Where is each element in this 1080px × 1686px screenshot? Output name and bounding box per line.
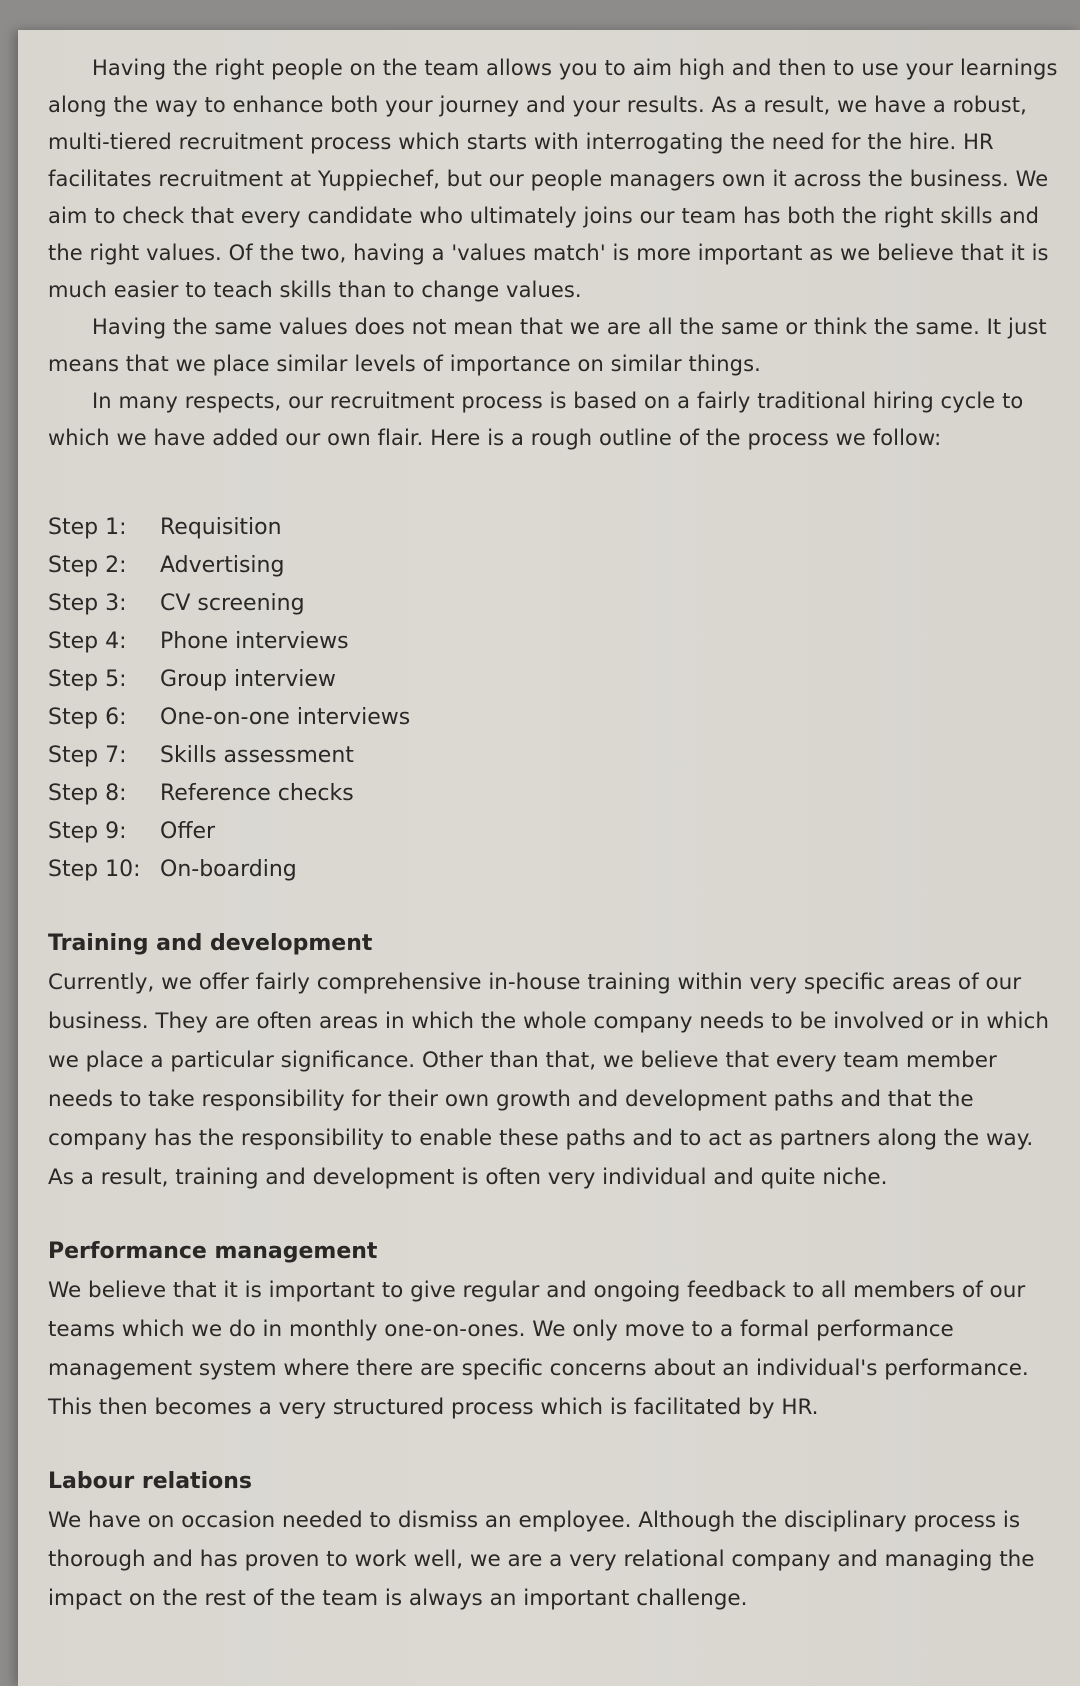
step-number: Step 1: — [48, 515, 127, 540]
step-item — [48, 509, 1058, 547]
section-labour-relations — [48, 1463, 1058, 1618]
section-heading: Performance management — [48, 1239, 378, 1264]
step-label: On-boarding — [160, 857, 297, 882]
step-item — [48, 547, 1058, 585]
step-item — [48, 851, 1058, 889]
section-paragraph: Currently, we offer fairly comprehensive in-house training within very specific areas of our business. They are often areas in which the whole company needs to be involved or in which we place a particular significance. Other than that, we believe that every team member needs to take responsibility for their own growth and development paths and that the company has the responsibility to enable these paths and to act as partners along the way. As a result, training and development is often very individual and quite niche. — [48, 970, 1049, 1190]
recruitment-steps-list — [48, 509, 1058, 889]
step-number: Step 10: — [48, 857, 141, 882]
section-heading: Training and development — [48, 931, 373, 956]
step-label: Advertising — [160, 553, 285, 578]
step-item — [48, 813, 1058, 851]
book-page — [18, 30, 1080, 1686]
step-label: Phone interviews — [160, 629, 349, 654]
section-paragraph: We believe that it is important to give regular and ongoing feedback to all members of our teams which we do in monthly one-on-ones. We only move to a formal performance management system where there are specific concerns about an individual's performance. This then becomes a very structured process which is facilitated by HR. — [48, 1278, 1029, 1420]
intro-paragraph: Having the same values does not mean that we are all the same or think the same. It just means that we place similar levels of importance on similar things. — [48, 315, 1047, 376]
step-number: Step 6: — [48, 705, 127, 730]
section-training-and-development — [48, 925, 1058, 1197]
step-label: Offer — [160, 819, 216, 844]
step-item — [48, 661, 1058, 699]
step-number: Step 8: — [48, 781, 127, 806]
step-label: Group interview — [160, 667, 336, 692]
step-label: Reference checks — [160, 781, 354, 806]
section-heading: Labour relations — [48, 1469, 252, 1494]
intro-paragraph: Having the right people on the team allows you to aim high and then to use your learnings along the way to enhance both your journey and your results. As a result, we have a robust, multi-tiered recruitment process which starts with interrogating the need for the hire. HR facilitates recruitment at Yuppiechef, but our people managers own it across the business. We aim to check that every candidate who ultimately joins our team has both the right skills and the right values. Of the two, having a 'values match' is more important as we believe that it is much easier to teach skills than to change values. — [48, 56, 1058, 302]
step-label: Requisition — [160, 515, 282, 540]
step-item — [48, 585, 1058, 623]
intro-paragraph: In many respects, our recruitment process is based on a fairly traditional hiring cycle to which we have added our own flair. Here is a rough outline of the process we follow: — [48, 389, 1024, 450]
step-number: Step 2: — [48, 553, 127, 578]
step-item — [48, 699, 1058, 737]
step-label: CV screening — [160, 591, 305, 616]
section-paragraph: We have on occasion needed to dismiss an employee. Although the disciplinary process is thorough and has proven to work well, we are a very relational company and managing the impact on the rest of the team is always an important challenge. — [48, 1508, 1035, 1611]
section-performance-management — [48, 1233, 1058, 1427]
step-label: Skills assessment — [160, 743, 354, 768]
step-number: Step 7: — [48, 743, 127, 768]
step-number: Step 5: — [48, 667, 127, 692]
step-item — [48, 623, 1058, 661]
step-number: Step 3: — [48, 591, 127, 616]
step-item — [48, 775, 1058, 813]
intro-section — [48, 50, 1058, 457]
step-label: One-on-one interviews — [160, 705, 411, 730]
page-body — [48, 50, 1058, 1618]
step-number: Step 9: — [48, 819, 127, 844]
step-item — [48, 737, 1058, 775]
step-number: Step 4: — [48, 629, 127, 654]
